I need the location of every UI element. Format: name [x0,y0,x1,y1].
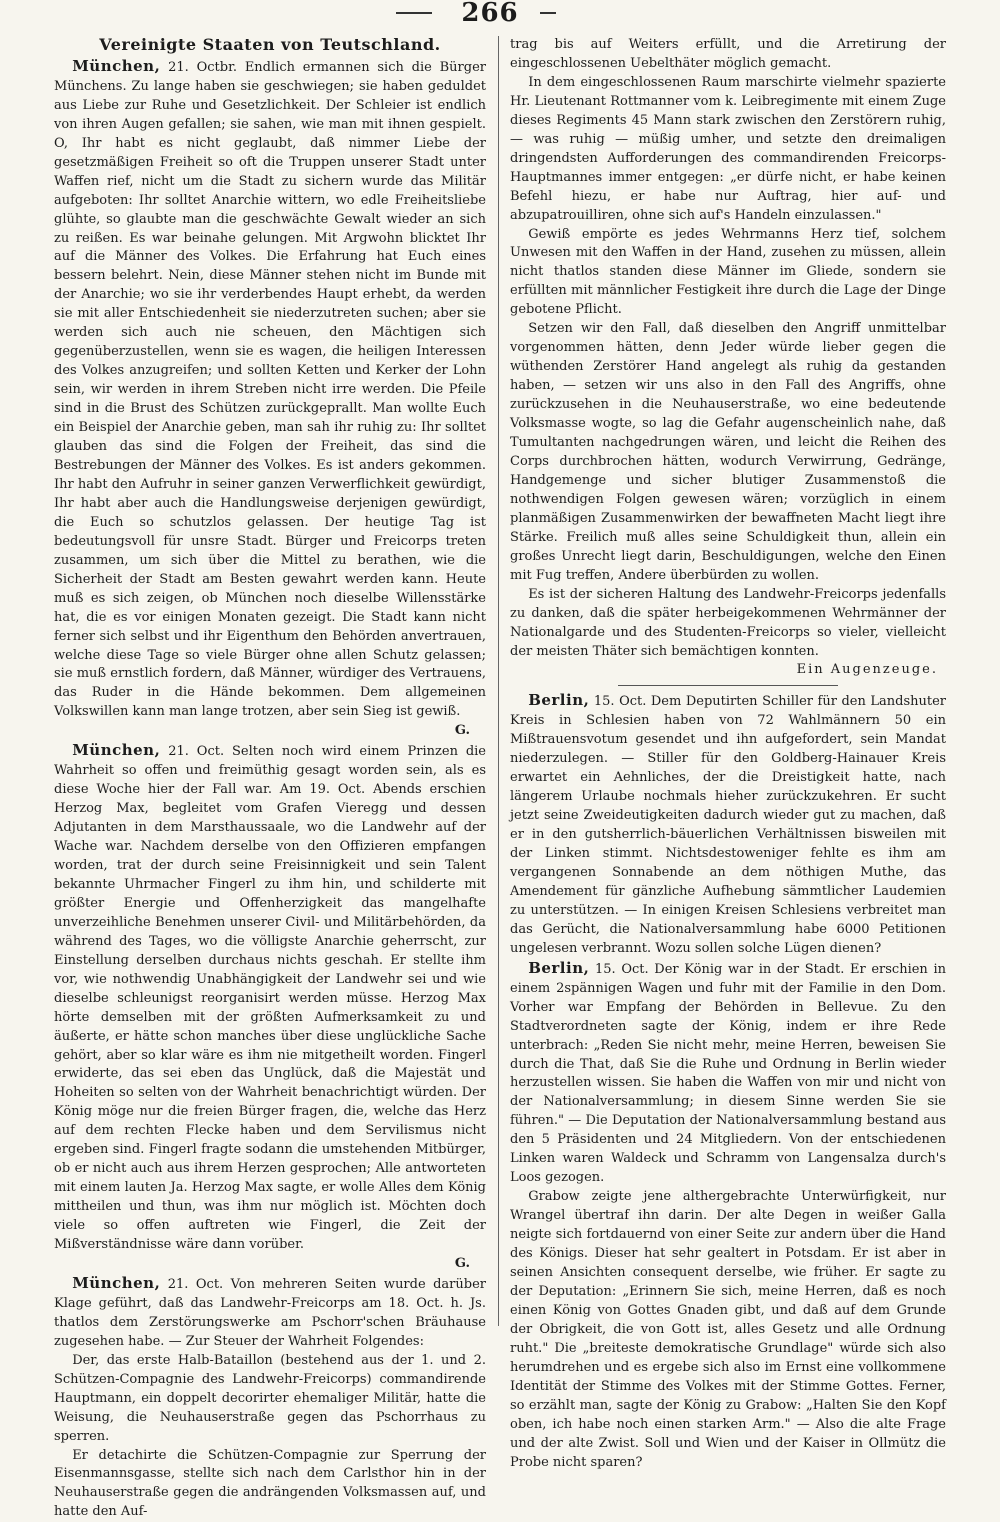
article-signature: G. [454,1256,470,1271]
article-paragraph: Der, das erste Halb-Bataillon (bestehend aus der 1. und 2. Schützen-Compagnie des Landwehr-Freicorps) commandirende Hauptmann, ein doppelt decorirter ehemaliger Militär, hatte die Weisung, die Neuhauserstraße gegen das Pschorrhaus zu sperren. [54,1352,486,1444]
article-paragraph [510,691,946,958]
article-berlin-1 [510,691,946,958]
article-paragraph [54,1274,486,1352]
article-paragraph [54,741,486,1255]
left-column [54,35,487,1520]
article-paragraph: Er detachirte die Schützen-Compagnie zur Sperrung der Eisenmannsgasse, stellte sich nach dem Carlsthor hin in der Neuhauserstraße gegen die andrängenden Volksmassen auf, und hatte den Auf- [54,1447,486,1520]
article-text: Der König war in der Stadt. Er erschien in einem 2spännigen Wagen und fuhr mit der Familie in den Dom. Vorher war Empfang der Behörden in Bellevue. Zu den Stadtverordneten sagte der König, indem er ihre Rede unterbrach: „Reden Sie nicht mehr, meine Herren, beweisen Sie durch die That, daß Sie die Ruhe und Ordnung in Berlin wieder herzustellen wissen. Sie haben die Waffen von mir und nicht von der Nationalversammlung; in diesem Sinne werden Sie sie führen." — Die Deputation der Nationalversammlung bestand aus den 5 Präsidenten und 24 Mitgliedern. Von der entschiedenen Linken waren Waldeck und Schramm von Langensalza durch's Loos gezogen. [510,961,946,1186]
article-paragraph: Setzen wir den Fall, daß dieselben den Angriff unmittelbar vorgenommen hätten, denn Jeder würde lieber gegen die wüthenden Zerstörer Hand angelegt als ruhig da gestanden haben, — setzen wir uns also in den Fall des Angriffs, ohne zurückzusehen in die Neuhauserstraße, wo eine bedeutende Volksmasse wogte, so lag die Gefahr augenscheinlich nahe, daß Tumultanten nachgedrungen wären, und leicht die Reihen des Corps durchbrochen hätten, wodurch Verwirrung, Gedränge, Handgemenge und sicher blutiger Zusammenstoß die nothwendigen Folgen gewesen wären; vorzüglich in einem planmäßigen Zusammenwirken der bewaffneten Macht liegt ihre Stärke. Freilich muß alles seine Schuldigkeit thun, allein ein großes Unrecht liegt darin, Beschuldigungen, welche den Einen mit Fug treffen, Andere überbürden zu wollen. [510,321,946,583]
article-paragraph: trag bis auf Weiters erfüllt, und die Arretirung der eingeschlossenen Uebelthäter möglich gemacht. [510,37,946,71]
article-paragraph: In dem eingeschlossenen Raum marschirte vielmehr spazierte Hr. Lieutenant Rottmanner vom k. Leibregimente mit einem Zuge dieses Regiments 45 Mann stark zwischen den Zerstörern ruhig, — was ruhig — müßig umher, und setzte den dreimaligen dringendsten Aufforderungen des commandirenden Freicorps-Hauptmannes immer entgegen: „er dürfe nicht, er habe keinen Befehl hiezu, er habe nur Auftrag, hier auf- und abzupatrouilliren, ohne sich auf's Handeln einzulassen." [510,74,946,223]
page-number: 266 [461,0,519,28]
article-berlin-2 [510,959,946,1473]
article-paragraph: Es ist der sicheren Haltung des Landwehr-Freicorps jedenfalls zu danken, daß die später herbeigekommenen Wehrmänner der Nationalgarde und des Studenten-Freicorps so vieler, vielleicht der meisten Thäter sich bemächtigen konnten. [510,586,946,659]
dateline-place: München, [72,1273,161,1292]
article-text: Endlich ermannen sich die Bürger Münchens. Zu lange haben sie geschwiegen; sie haben geduldet aus Liebe zur Ruhe und Gesetzlichkeit. Der Schleier ist endlich von ihren Augen gefallen; sie sahen, wie man mit ihnen gespielt. O, Ihr habt es nicht geglaubt, daß nimmer Liebe der gesetzmäßigen Freiheit so oft die Truppen unserer Stadt unter Waffen rief, nicht um die Stadt zu sichern wurde das Militär aufgeboten: Ihr solltet Anarchie wittern, wo edle Freiheitsliebe glühte, so glaubte man die geschwächte Gewalt wieder an sich zu reißen. Es war beinahe gelungen. Mit Argwohn blicktet Ihr auf die Männer des Volkes. Die Erfahrung hat Euch eines bessern belehrt. Nein, diese Männer stehen nicht im Bunde mit der Anarchie; wo sie ihr verderbendes Haupt erhebt, da werden sie mit aller Entschiedenheit sie niederzutreten suchen; aber sie werden sich auch nie scheuen, den Mächtigen sich gegenüberzustellen, wenn sie es wagen, die heiligen Interessen des Volkes anzugreifen; und sollten Ketten und Kerker der Lohn sein, wir werden in ihrem Streben nicht irre werden. Die Pfeile sind in die Brust des Schützen zurückgeprallt. Man wollte Euch ein Beispiel der Anarchie geben, man sah ihr ruhig zu: Ihr solltet glauben das sind die Folgen der Freiheit, das sind die Bestrebungen der Männer des Volkes. Es ist anders gekommen. Ihr habt den Aufruhr in seiner ganzen Verwerflichkeit gewürdigt, Ihr habt aber auch die Handlungsweise derjenigen gewürdigt, die Euch so schutzlos gelassen. Der heutige Tag ist bedeutungsvoll für unsre Stadt. Bürger und Freicorps treten zusammen, um sich über die Mittel zu berathen, wie die Sicherheit der Stadt am Besten gewahrt werden kann. Heute muß es sich zeigen, ob München noch dieselbe Willensstärke hat, die es vor einigen Monaten gezeigt. Die Stadt kann nicht ferner sich selbst und ihr Eigenthum den Behörden anvertrauen, welche diese Tage so viele Bürger ohne allen Schutz gelassen; sie muß ernstlich fordern, daß Männer, würdiger des Vertrauens, das Ruder in die Hände bekommen. Dem allgemeinen Volkswillen kann man lange trotzen, aber sein Sieg ist gewiß. [54,59,486,720]
dateline-date: 15. Oct. [589,961,649,977]
article-munich-3 [54,1274,486,1522]
dateline-place: Berlin, [528,958,590,977]
dateline-date: 21. Oct. [160,744,225,760]
dateline-place: Berlin, [528,691,590,710]
article-munich-2 [54,741,486,1274]
article-munich-1 [54,57,486,741]
section-heading: Vereinigte Staaten von Teutschland. [99,35,441,54]
dateline-date: 21. Oct. [160,1276,224,1292]
header-rule-left [396,12,432,14]
page-header [0,0,1000,30]
article-paragraph: Gewiß empörte es jedes Wehrmanns Herz tief, solchem Unwesen mit den Waffen in der Hand, zusehen zu müssen, allein nicht thatlos standen diese Männer im Gliede, sondern sie erfüllten mit männlicher Festigkeit ihre durch die Lage der Dinge gebotene Pflicht. [510,226,946,318]
column-divider [498,36,499,1326]
article-signature: G. [454,723,470,739]
article-paragraph: Grabow zeigte jene althergebrachte Unterwürfigkeit, nur Wrangel übertraf ihn darin. Der alte Degen in weißer Galla neigte sich fortdauernd von einer Seite zur andern über die Hand des Königs. Dieser hat sehr gealtert in Potsdam. Er ist aber in seinen Ansichten consequent derselbe, wie früher. Er sagte zu der Deputation: „Erinnern Sie sich, meine Herren, daß es noch einen König von Gottes Gnaden gibt, und daß auf dem Grunde der Obrigkeit, die von Gott ist, alles Gesetz und alle Ordnung ruht." Die „breiteste demokratische Grundlage" würde sich also herumdrehen und es ergebe sich also im Ernst eine vollkommene Identität der Stimme des Volkes mit der Stimme Gottes. Ferner, so erzählt man, sagte der König zu Grabow: „Halten Sie den Kopf oben, ich habe noch einen starken Arm." — Also die alte Frage und der alte Zwist. Soll und Wien und der Kaiser in Ollmütz die Probe nicht sparen? [510,1189,946,1470]
dateline-place: München, [72,56,161,75]
dateline-place: München, [72,741,161,760]
dateline-date: 15. Oct. [589,694,647,710]
article-separator [618,685,838,686]
article-paragraph [510,959,946,1188]
right-column [510,36,946,1470]
article-text: Von mehreren Seiten wurde darüber Klage geführt, daß das Landwehr-Freicorps am 18. Oct. h. Js. thatlos dem Zerstörungswerke am Pschorr'schen Bräuhause zugesehen habe. — Zur Steuer der Wahrheit Folgendes: [54,1276,486,1349]
article-paragraph [54,57,486,722]
article-continuation [510,36,946,680]
dateline-date: 21. Octbr. [160,59,238,75]
article-text: Dem Deputirten Schiller für den Landshuter Kreis in Schlesien haben von 72 Wahlmännern 50 ein Mißtrauensvotum gesendet und ihn aufgefordert, sein Mandat niederzulegen. — Stiller für den Goldberg-Hainauer Kreis erwartet ein Aehnliches, der die Dreistigkeit hatte, nach längerem Urlaube nochmals hieher zurückzukehren. Er sucht jetzt seine Zweideutigkeiten dadurch wieder gut zu machen, daß er in den gutsherrlich-bäuerlichen Verhältnissen bisweilen mit der Linken stimmt. Nichtsdestoweniger fehlte es ihm am vergangenen Sonnabende an dem nöthigen Muthe, das Amendement für gänzliche Aufhebung sämmtlicher Laudemien zu unterstützen. — In einigen Kreisen Schlesiens verbreitet man das Gerücht, die Nationalversammlung habe 6000 Petitionen ungelesen verbrannt. Wozu sollen solche Lügen dienen? [510,694,946,956]
article-text: Selten noch wird einem Prinzen die Wahrheit so offen und freimüthig gesagt worden sein, als es diese Woche hier der Fall war. Am 19. Oct. Abends erschien Herzog Max, begleitet vom Grafen Vieregg und dessen Adjutanten in dem Marsthaussaale, wo die Landwehr auf der Wache war. Nachdem derselbe von den Offizieren empfangen worden, trat der durch seine Freisinnigkeit und sein Talent bekannte Uhrmacher Fingerl zu ihm hin, und schilderte mit größter Energie und Offenherzigkeit das mangelhafte unverzeihliche Benehmen unserer Civil- und Militärbehörden, da während des Tages, wo die völligste Anarchie geherrscht, zur Einstellung derselben durchaus nichts geschah. Er stellte ihm vor, wie nothwendig Unabhängigkeit der Landwehr sei und wie dieselbe schleunigst reorganisirt werden müsse. Herzog Max hörte demselben mit der größten Aufmerksamkeit zu und äußerte, er hätte schon manches über diese unglückliche Sache gehört, aber so klar wäre es ihm nie mitgetheilt worden. Fingerl erwiderte, das sei eben das Unglück, daß die Majestät und Hoheiten so selten von der Wahrheit benachrichtigt würden. Der König möge nur die freien Bürger fragen, die, welche das Herz auf dem rechten Flecke haben und dem Servilismus nicht ergeben sind. Fingerl fragte sodann die umstehenden Mitbürger, ob er nicht auch aus ihrem Herzen gesprochen; Alle antworteten mit einem lauten Ja. Herzog Max sagte, er wolle Alles dem König mittheilen und thun, was ihm nur möglich ist. Möchten doch viele so offen auftreten wie Fingerl, die Zeit der Mißverständnisse wäre dann vorüber. [54,744,487,1253]
header-rule-right [540,12,556,14]
article-signature: Ein Augenzeuge. [796,662,938,678]
